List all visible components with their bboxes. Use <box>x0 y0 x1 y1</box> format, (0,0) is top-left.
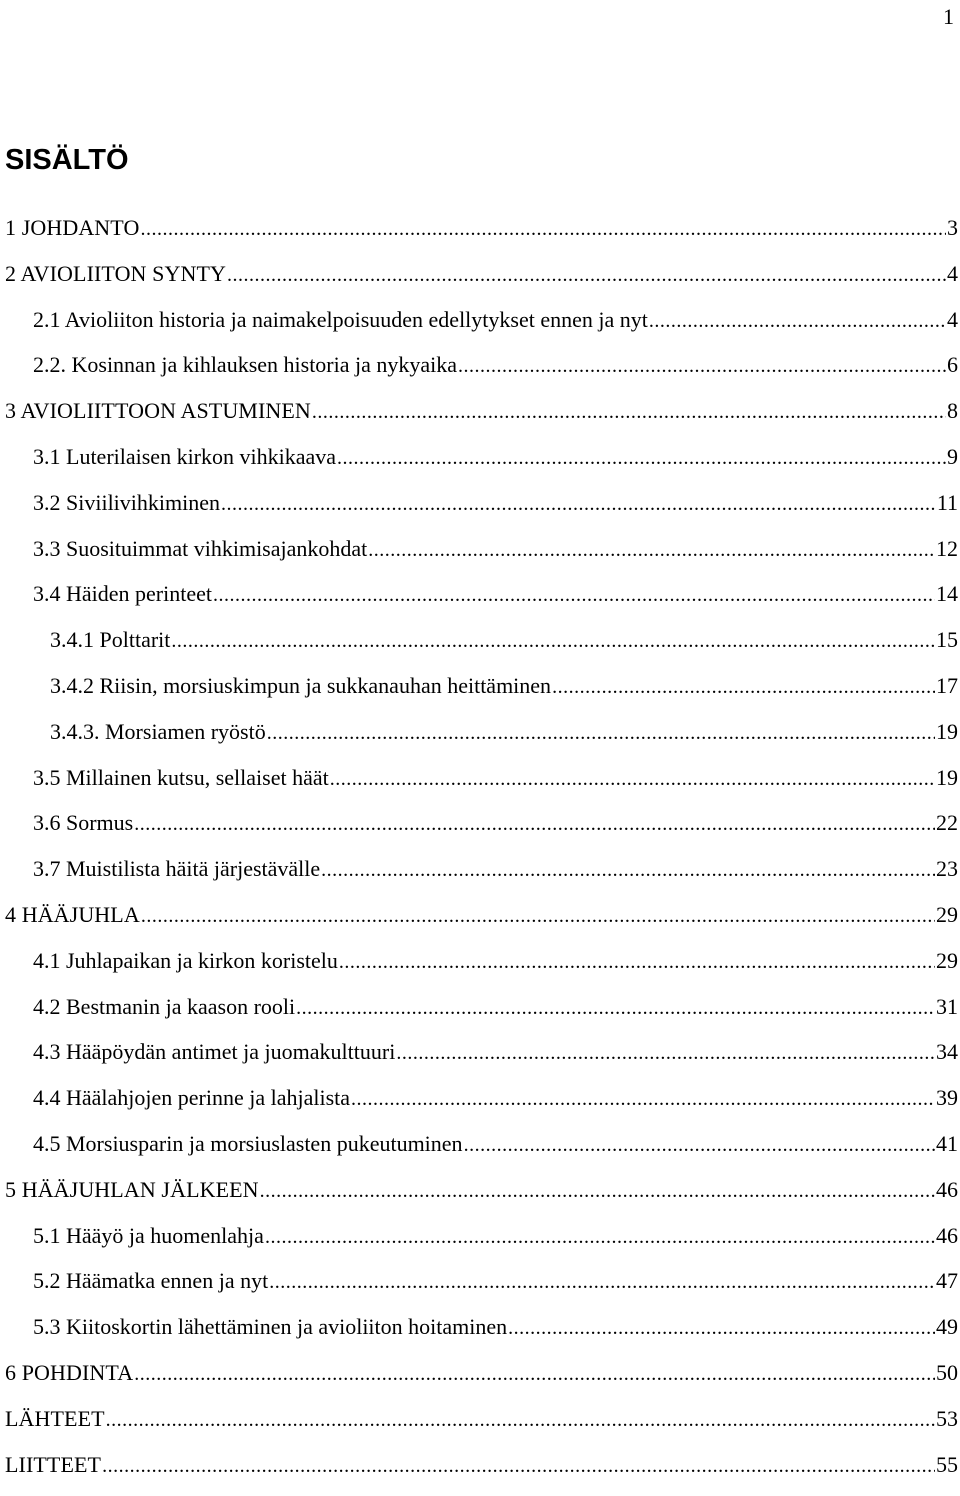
toc-entry-label: 3 AVIOLIITTOON ASTUMINEN <box>5 398 311 424</box>
table-of-contents <box>0 214 960 1496</box>
toc-dot-leader <box>508 1314 935 1342</box>
toc-entry-label: 4.2 Bestmanin ja kaason rooli <box>33 993 296 1019</box>
toc-entry-label: 3.4 Häiden perinteet <box>33 581 212 607</box>
toc-entry[interactable] <box>0 1222 960 1268</box>
toc-dot-leader <box>141 902 935 930</box>
toc-entry[interactable] <box>0 672 960 718</box>
toc-dot-leader <box>552 673 935 701</box>
toc-entry-page: 29 <box>936 947 958 973</box>
toc-entry[interactable] <box>0 947 960 993</box>
toc-dot-leader <box>267 719 935 747</box>
toc-entry[interactable] <box>0 626 960 672</box>
toc-entry-page: 49 <box>936 1314 958 1340</box>
toc-dot-leader <box>351 1085 935 1113</box>
toc-entry[interactable] <box>0 397 960 443</box>
toc-entry[interactable] <box>0 580 960 626</box>
toc-entry[interactable] <box>0 764 960 810</box>
toc-entry[interactable] <box>0 718 960 764</box>
toc-entry-label: 5.3 Kiitoskortin lähettäminen ja avioliiton hoitaminen <box>33 1314 508 1340</box>
toc-dot-leader <box>368 536 935 564</box>
toc-entry[interactable] <box>0 1130 960 1176</box>
toc-dot-leader <box>140 215 946 243</box>
toc-entry-label: 4 HÄÄJUHLA <box>5 901 140 927</box>
toc-dot-leader <box>330 765 935 793</box>
toc-entry[interactable] <box>0 1451 960 1496</box>
toc-entry-label: 3.6 Sormus <box>33 810 134 836</box>
toc-entry-label: 3.4.2 Riisin, morsiuskimpun ja sukkanauhan heittäminen <box>50 672 552 698</box>
toc-entry-page: 3 <box>947 215 958 240</box>
toc-entry[interactable] <box>0 489 960 535</box>
toc-dot-leader <box>396 1039 935 1067</box>
toc-entry-page: 55 <box>936 1451 958 1477</box>
toc-entry-page: 41 <box>936 1130 958 1156</box>
toc-entry-label: 2.1 Avioliiton historia ja naimakelpoisuuden edellytykset ennen ja nyt <box>33 306 648 332</box>
toc-entry-page: 11 <box>936 489 958 515</box>
toc-entry-label: 3.7 Muistilista häitä järjestävälle <box>33 856 321 882</box>
toc-dot-leader <box>171 627 935 655</box>
toc-entry-label: 2.2. Kosinnan ja kihlauksen historia ja nykyaika <box>33 352 458 378</box>
toc-dot-leader <box>649 307 946 335</box>
toc-entry[interactable] <box>0 1084 960 1130</box>
toc-entry-page: 8 <box>947 398 958 424</box>
toc-entry-label: 2 AVIOLIITON SYNTY <box>5 260 226 286</box>
toc-entry-page: 12 <box>936 535 958 561</box>
toc-dot-leader <box>106 1406 935 1434</box>
toc-entry-label: 5.2 Häämatka ennen ja nyt <box>33 1268 269 1294</box>
toc-dot-leader <box>464 1131 935 1159</box>
toc-entry-label: 3.3 Suosituimmat vihkimisajankohdat <box>33 535 368 561</box>
toc-entry-page: 14 <box>936 581 958 607</box>
toc-entry[interactable] <box>0 214 960 260</box>
toc-dot-leader <box>227 261 946 289</box>
toc-entry-label: 6 POHDINTA <box>5 1359 134 1385</box>
toc-entry-page: 39 <box>936 1085 958 1111</box>
toc-entry-label: LIITTEET <box>5 1451 102 1477</box>
toc-entry[interactable] <box>0 1267 960 1313</box>
toc-entry-page: 23 <box>936 856 958 882</box>
toc-dot-leader <box>221 490 936 518</box>
toc-dot-leader <box>269 1268 935 1296</box>
toc-entry-label: 4.3 Hääpöydän antimet ja juomakulttuuri <box>33 1039 396 1065</box>
toc-entry-label: 5 HÄÄJUHLAN JÄLKEEN <box>5 1176 259 1202</box>
toc-entry-label: 3.4.1 Polttarit <box>50 627 171 653</box>
toc-entry-page: 53 <box>936 1405 958 1431</box>
toc-entry-page: 17 <box>936 672 958 698</box>
toc-entry[interactable] <box>0 535 960 581</box>
toc-dot-leader <box>102 1452 935 1480</box>
toc-dot-leader <box>265 1223 935 1251</box>
toc-dot-leader <box>321 856 935 884</box>
toc-entry[interactable] <box>0 855 960 901</box>
toc-entry-page: 29 <box>936 901 958 927</box>
toc-entry-label: 3.1 Luterilaisen kirkon vihkikaava <box>33 443 337 469</box>
toc-dot-leader <box>134 810 935 838</box>
toc-entry-page: 4 <box>947 260 958 286</box>
toc-entry-label: 4.4 Häälahjojen perinne ja lahjalista <box>33 1085 351 1111</box>
toc-entry[interactable] <box>0 1359 960 1405</box>
toc-entry-label: 5.1 Hääyö ja huomenlahja <box>33 1222 264 1248</box>
toc-dot-leader <box>296 994 935 1022</box>
toc-entry-page: 4 <box>947 306 958 332</box>
toc-entry-label: 3.2 Siviilivihkiminen <box>33 489 221 515</box>
toc-entry-page: 15 <box>936 627 958 653</box>
toc-dot-leader <box>312 398 946 426</box>
toc-entry[interactable] <box>0 443 960 489</box>
toc-dot-leader <box>337 444 946 472</box>
toc-entry-page: 22 <box>936 810 958 836</box>
toc-entry-label: 4.5 Morsiusparin ja morsiuslasten pukeutuminen <box>33 1130 463 1156</box>
toc-entry-page: 46 <box>936 1222 958 1248</box>
toc-entry-label: 3.5 Millainen kutsu, sellaiset häät <box>33 764 329 790</box>
toc-dot-leader <box>134 1360 935 1388</box>
toc-dot-leader <box>260 1177 935 1205</box>
document-title: SISÄLTÖ <box>5 144 129 176</box>
toc-dot-leader <box>458 352 946 380</box>
toc-entry[interactable] <box>0 351 960 397</box>
toc-entry[interactable] <box>0 809 960 855</box>
toc-entry-page: 9 <box>947 443 958 469</box>
toc-entry-page: 19 <box>936 718 958 744</box>
toc-entry-page: 46 <box>936 1176 958 1202</box>
toc-entry[interactable] <box>0 1176 960 1222</box>
toc-entry[interactable] <box>0 1405 960 1451</box>
toc-entry-page: 6 <box>947 352 958 378</box>
toc-dot-leader <box>339 948 935 976</box>
toc-entry[interactable] <box>0 1313 960 1359</box>
toc-entry-page: 34 <box>936 1039 958 1065</box>
toc-entry[interactable] <box>0 260 960 306</box>
toc-entry-label: LÄHTEET <box>5 1405 105 1431</box>
toc-entry-page: 19 <box>936 764 958 790</box>
toc-entry-page: 31 <box>936 993 958 1019</box>
toc-entry[interactable] <box>0 306 960 352</box>
toc-entry[interactable] <box>0 993 960 1039</box>
toc-entry-label: 4.1 Juhlapaikan ja kirkon koristelu <box>33 947 338 973</box>
toc-entry-page: 50 <box>936 1359 958 1385</box>
toc-entry-page: 47 <box>936 1268 958 1294</box>
toc-entry-label: 3.4.3. Morsiamen ryöstö <box>50 718 266 744</box>
toc-entry-label: 1 JOHDANTO <box>5 215 140 240</box>
page-number: 1 <box>943 4 954 29</box>
toc-dot-leader <box>213 581 935 609</box>
toc-entry[interactable] <box>0 1038 960 1084</box>
toc-entry[interactable] <box>0 901 960 947</box>
